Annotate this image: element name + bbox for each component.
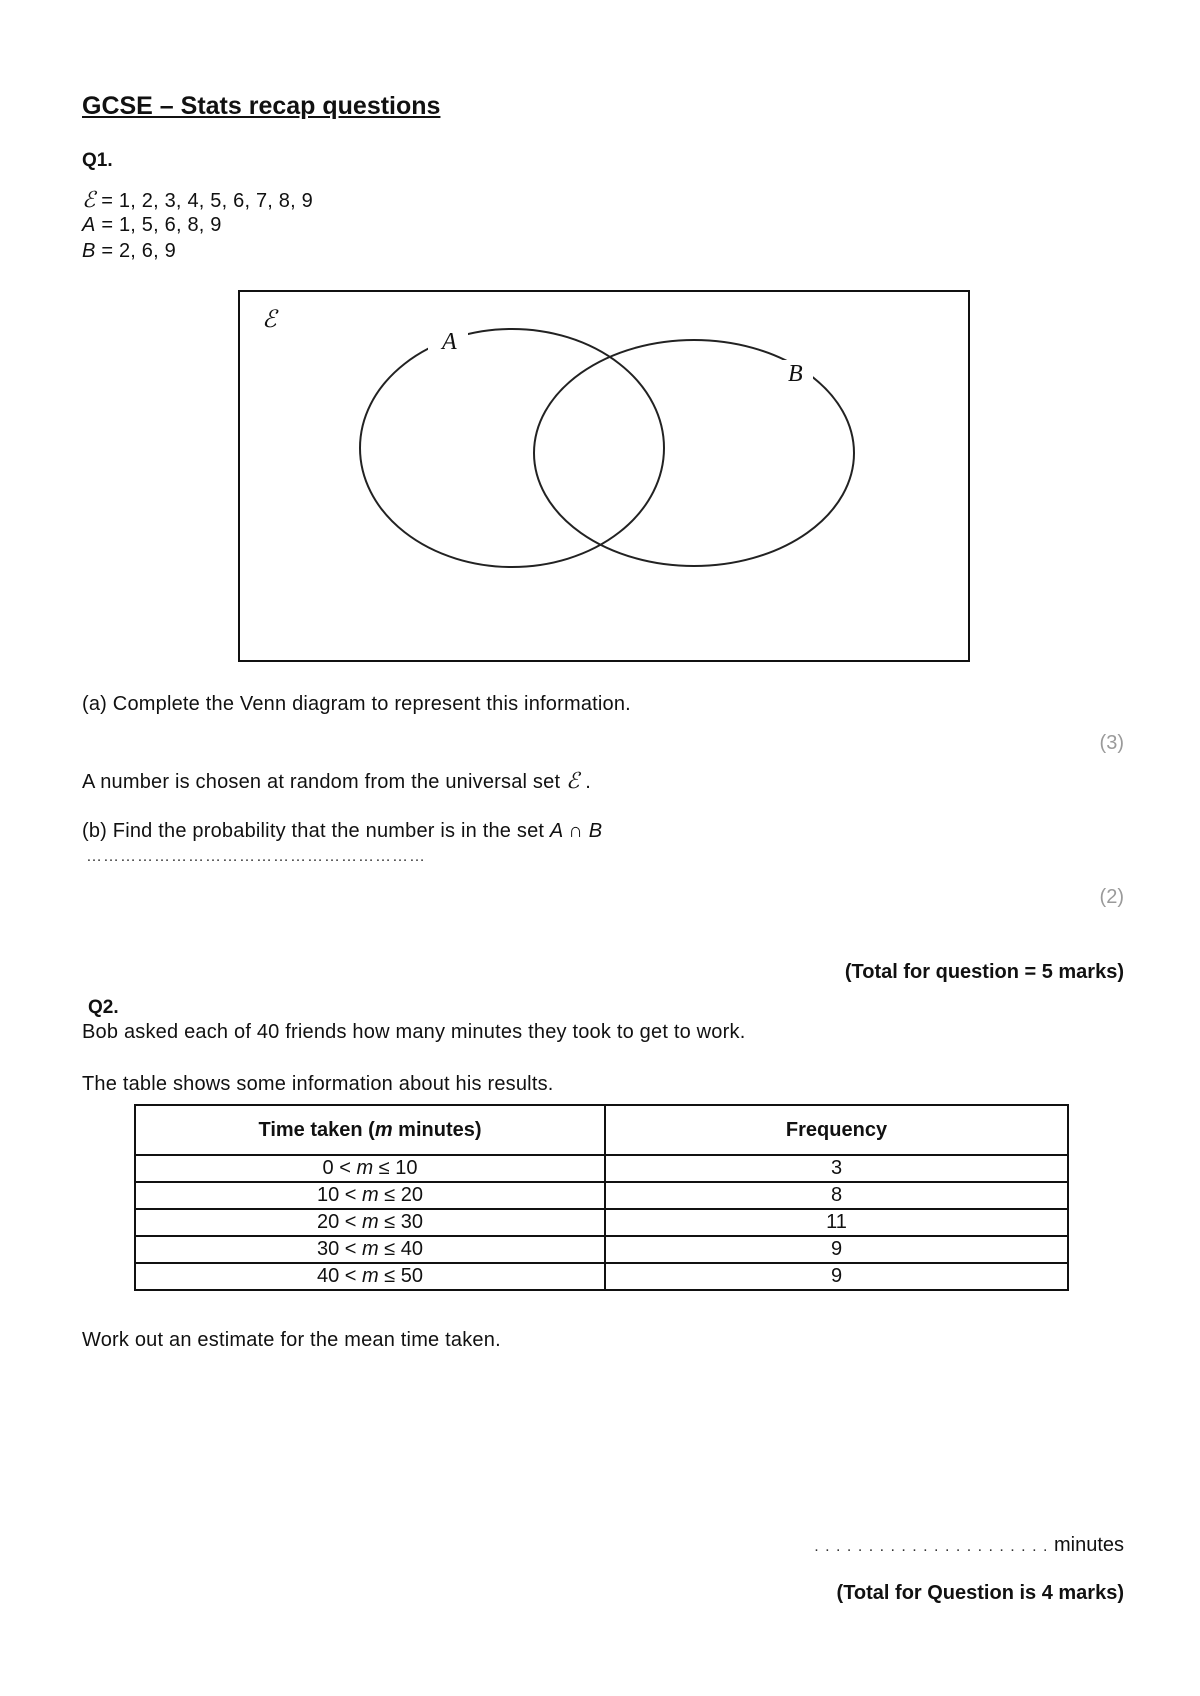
interval-lower: 0 < bbox=[322, 1157, 351, 1179]
universal-set-rectangle bbox=[239, 291, 969, 661]
table-row bbox=[135, 1236, 1068, 1263]
page-title: GCSE – Stats recap questions bbox=[82, 92, 441, 120]
circle-a bbox=[360, 329, 664, 567]
time-interval-cell bbox=[135, 1236, 605, 1263]
set-a-name: A bbox=[82, 214, 96, 236]
frequency-cell: 8 bbox=[605, 1182, 1068, 1209]
set-a-values: = 1, 5, 6, 8, 9 bbox=[101, 214, 222, 236]
universal-set-symbol: ℰ bbox=[82, 188, 96, 213]
frequency-cell: 9 bbox=[605, 1236, 1068, 1263]
universal-set-definition bbox=[82, 188, 313, 213]
q1-total: (Total for question = 5 marks) bbox=[844, 961, 1124, 983]
q1-part-b-marks: (2) bbox=[1099, 886, 1124, 908]
set-a-definition bbox=[82, 214, 222, 237]
time-interval-cell bbox=[135, 1155, 605, 1182]
header-time-pre: Time taken ( bbox=[258, 1118, 375, 1141]
frequency-table bbox=[134, 1104, 1069, 1291]
part-b-text: (b) Find the probability that the number is in the set bbox=[82, 820, 545, 842]
q2-answer-dots[interactable]: . . . . . . . . . . . . . . . . . . . . . . bbox=[814, 1538, 1049, 1555]
interval-lower: 30 < bbox=[316, 1238, 357, 1260]
interval-var: m bbox=[356, 1157, 374, 1179]
set-b-definition bbox=[82, 240, 176, 263]
random-text: A number is chosen at random from the universal set bbox=[82, 771, 561, 793]
q2-answer-line[interactable] bbox=[814, 1534, 1124, 1557]
q2-intro: Bob asked each of 40 friends how many minutes they took to get to work. bbox=[82, 1021, 746, 1043]
q1-label: Q1. bbox=[82, 150, 113, 171]
interval-var: m bbox=[362, 1238, 379, 1260]
q1-part-a-marks: (3) bbox=[1099, 732, 1124, 754]
time-interval-cell bbox=[135, 1209, 605, 1236]
venn-diagram[interactable] bbox=[238, 290, 970, 662]
interval-var: m bbox=[362, 1184, 379, 1206]
interval-lower: 20 < bbox=[316, 1211, 357, 1233]
interval-upper: ≤ 40 bbox=[384, 1238, 424, 1260]
interval-upper: ≤ 20 bbox=[384, 1184, 424, 1206]
header-frequency: Frequency bbox=[605, 1105, 1068, 1155]
header-time-var: m bbox=[374, 1118, 393, 1141]
table-header-row bbox=[135, 1105, 1068, 1155]
venn-universal-label: ℰ bbox=[262, 305, 277, 333]
set-b-name: B bbox=[82, 240, 96, 262]
q1-random-statement bbox=[82, 769, 591, 794]
time-interval-cell bbox=[135, 1263, 605, 1290]
venn-label-a: A bbox=[442, 329, 457, 355]
q1-part-a: (a) Complete the Venn diagram to represent this information. bbox=[82, 693, 631, 715]
table-row bbox=[135, 1209, 1068, 1236]
header-time-post: minutes) bbox=[392, 1118, 482, 1141]
interval-lower: 10 < bbox=[316, 1184, 357, 1206]
interval-upper: ≤ 30 bbox=[384, 1211, 424, 1233]
frequency-cell: 3 bbox=[605, 1155, 1068, 1182]
q2-table-intro: The table shows some information about his results. bbox=[82, 1073, 554, 1095]
random-universal-symbol: ℰ bbox=[565, 769, 580, 794]
q2-total: (Total for Question is 4 marks) bbox=[836, 1582, 1124, 1604]
random-text-end: . bbox=[585, 771, 592, 793]
interval-upper: ≤ 10 bbox=[378, 1157, 418, 1179]
time-interval-cell bbox=[135, 1182, 605, 1209]
interval-var: m bbox=[362, 1211, 379, 1233]
q1-part-b-answer-line[interactable]: …………………………………………………… bbox=[86, 848, 426, 865]
interval-upper: ≤ 50 bbox=[384, 1265, 424, 1287]
frequency-cell: 11 bbox=[605, 1209, 1068, 1236]
venn-label-b: B bbox=[788, 361, 803, 387]
interval-var: m bbox=[362, 1265, 379, 1287]
table-row bbox=[135, 1182, 1068, 1209]
part-b-expression: A ∩ B bbox=[549, 820, 603, 842]
frequency-cell: 9 bbox=[605, 1263, 1068, 1290]
universal-set-values: = 1, 2, 3, 4, 5, 6, 7, 8, 9 bbox=[101, 190, 313, 212]
q2-question: Work out an estimate for the mean time taken. bbox=[82, 1329, 501, 1351]
q2-label: Q2. bbox=[88, 997, 119, 1018]
table-row bbox=[135, 1263, 1068, 1290]
interval-lower: 40 < bbox=[316, 1265, 357, 1287]
q1-part-b bbox=[82, 820, 602, 843]
header-time-taken bbox=[135, 1105, 605, 1155]
q2-answer-unit: minutes bbox=[1053, 1534, 1124, 1556]
table-row bbox=[135, 1155, 1068, 1182]
set-b-values: = 2, 6, 9 bbox=[101, 240, 176, 262]
